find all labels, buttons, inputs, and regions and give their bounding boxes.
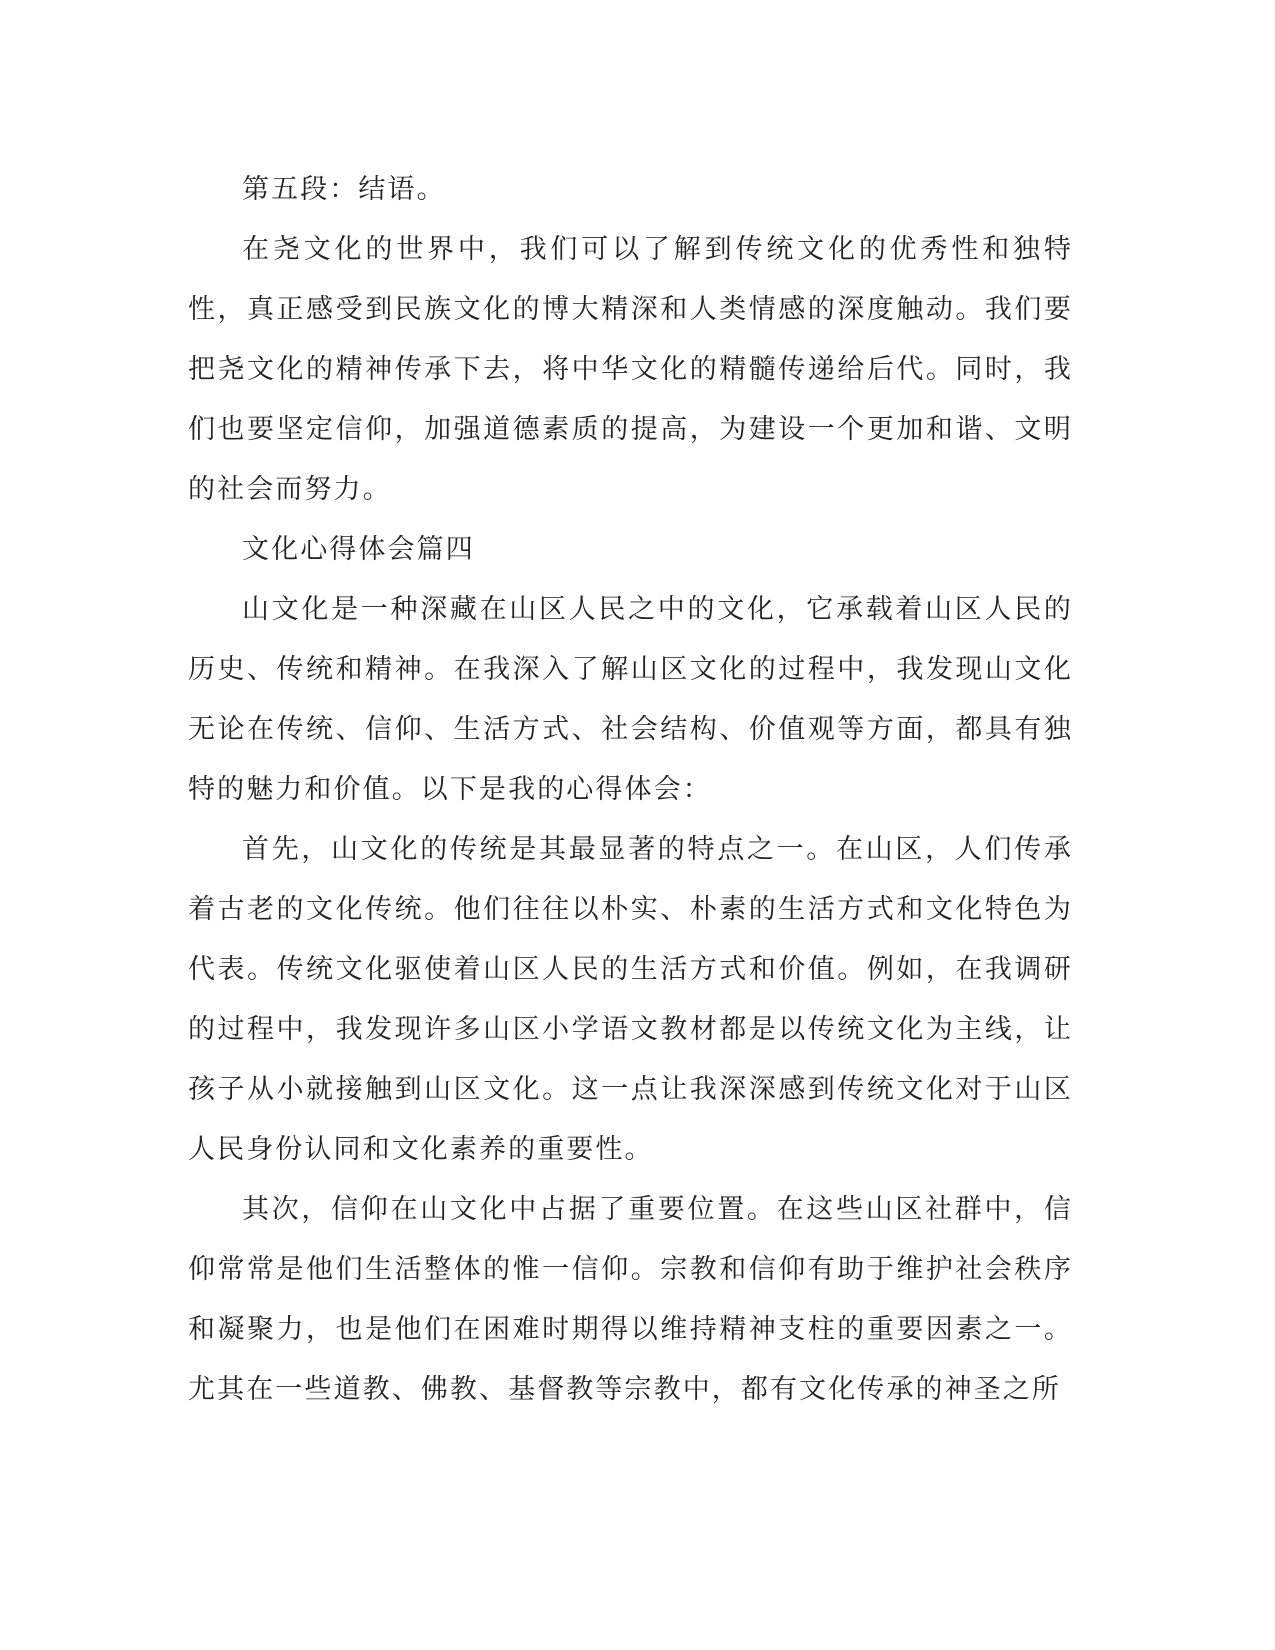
article-title: 文化心得体会篇四 bbox=[242, 534, 475, 565]
document-body bbox=[188, 160, 1073, 1420]
paragraph: 山文化是一种深藏在山区人民之中的文化，它承载着山区人民的历史、传统和精神。在我深入了解山区文化的过程中，我发现山文化无论在传统、信仰、生活方式、社会结构、价值观等方面，都具有独特的魅力和价值。以下是我的心得体会： bbox=[188, 594, 1073, 805]
section-heading-conclusion: 第五段：结语。 bbox=[242, 174, 446, 205]
paragraph: 在尧文化的世界中，我们可以了解到传统文化的优秀性和独特性，真正感受到民族文化的博大精深和人类情感的深度触动。我们要把尧文化的精神传承下去，将中华文化的精髓传递给后代。同时，我们也要坚定信仰，加强道德素质的提高，为建设一个更加和谐、文明的社会而努力。 bbox=[188, 234, 1073, 505]
paragraph: 其次，信仰在山文化中占据了重要位置。在这些山区社群中，信仰常常是他们生活整体的惟一信仰。宗教和信仰有助于维护社会秩序和凝聚力，也是他们在困难时期得以维持精神支柱的重要因素之一。尤其在一些道教、佛教、基督教等宗教中，都有文化传承的神圣之所 bbox=[188, 1194, 1073, 1405]
paragraph: 首先，山文化的传统是其最显著的特点之一。在山区，人们传承着古老的文化传统。他们往往以朴实、朴素的生活方式和文化特色为代表。传统文化驱使着山区人民的生活方式和价值。例如，在我调研的过程中，我发现许多山区小学语文教材都是以传统文化为主线，让孩子从小就接触到山区文化。这一点让我深深感到传统文化对于山区人民身份认同和文化素养的重要性。 bbox=[188, 834, 1073, 1165]
